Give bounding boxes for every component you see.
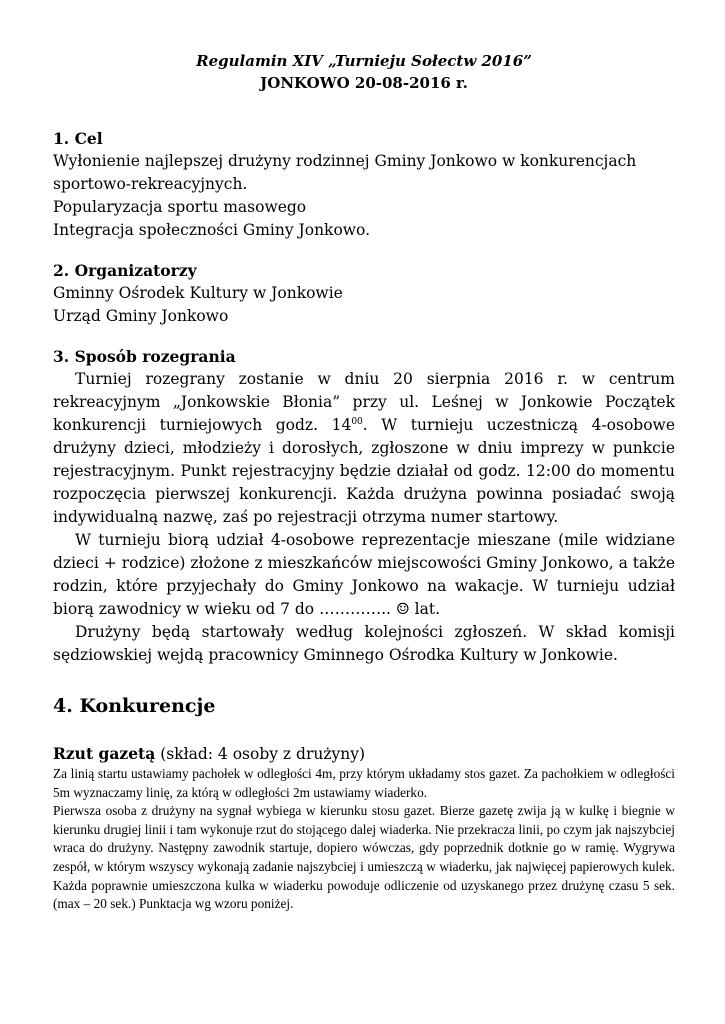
competition-description-2: Pierwsza osoba z drużyny na sygnał wybiega w kierunku stosu gazet. Bierze gazetę zwija ją w kulkę i biegnie w kierunku drugiej linii i tam wykonuje rzut do stojącego dalej wiaderka. Nie przekracza linii, po czym jak najszybciej wraca do drużyny. Następny zawodnik startuje, dopiero wówczas, gdy poprzednik dotknie go w ramię. Wygrywa zespół, w którym wszyscy wykonają zadanie najszybciej i umieszczą w wiaderku, jak najwięcej papierowych kulek. Każda poprawnie umieszczona kulka w wiaderku powoduje odliczenie od uzyskanego przez drużynę czasu 5 sek. (max – 20 sek.) Punktacja wg wzoru poniżej.: [53, 803, 675, 912]
title-line-2: JONKOWO 20-08-2016 r.: [260, 74, 468, 92]
section-1-line: Popularyzacja sportu masowego: [53, 198, 307, 216]
section-3-paragraph-2: W turnieju biorą udział 4-osobowe reprezentacje mieszane (mile widziane dzieci + rodzice) złożone z mieszkańców miejscowości Gminy Jonkowo, a także rodzin, które przyjechały do Gminy Jonkowo na wakacje. W turnieju udział biorą zawodnicy w wieku od 7 do ………….. ☺ lat.: [53, 531, 675, 618]
competition-title: [53, 743, 675, 765]
section-3-paragraph-3: Drużyny będą startowały według kolejności zgłoszeń. W skład komisji sędziowskiej wejdą pracownicy Gminnego Ośrodka Kultury w Jonkowie.: [53, 623, 675, 664]
competition-note: (skład: 4 osoby z drużyny): [155, 745, 366, 763]
document-page: [53, 50, 675, 914]
competition-name: Rzut gazetą: [53, 744, 156, 763]
section-2-line: Gminny Ośrodek Kultury w Jonkowie: [53, 284, 343, 302]
section-3-heading: 3. Sposób rozegrania: [53, 347, 236, 366]
section-3-paragraph-1-a: Turniej rozegrany zostanie w dniu 20 sierpnia 2016 r. w centrum rekreacyjnym „Jonkowskie Błonia” przy ul. Leśnej w Jonkowie Początek konkurencji turniejowych godz. 14: [53, 370, 675, 434]
section-3-time-superscript: 00: [351, 416, 363, 427]
competition-description-1: Za linią startu ustawiamy pachołek w odległości 4m, przy którym układamy stos gazet. Za pachołkiem w odległości 5m wyznaczamy linię, za którą w odległości 2m ustawiamy wiaderko.: [53, 766, 675, 800]
section-2-heading: 2. Organizatorzy: [53, 261, 197, 280]
section-1-line: Wyłonienie najlepszej drużyny rodzinnej Gminy Jonkowo w konkurencjach: [53, 152, 637, 170]
section-2-body: [53, 282, 675, 328]
section-2-line: Urząd Gminy Jonkowo: [53, 307, 229, 325]
section-1-line: sportowo-rekreacyjnych.: [53, 175, 248, 193]
title-line-1: Regulamin XIV „Turnieju Sołectw 2016”: [196, 52, 532, 70]
section-3-paragraph-1: [53, 368, 675, 529]
section-1-body: [53, 150, 675, 242]
section-1-line: Integracja społeczności Gminy Jonkowo.: [53, 221, 371, 239]
section-4-heading: 4. Konkurencje: [53, 695, 216, 717]
document-title: [53, 50, 675, 94]
section-1-heading: 1. Cel: [53, 129, 103, 148]
section-3-paragraph-1-b: . W turnieju uczestniczą 4-osobowe drużyny dzieci, młodzieży i dorosłych, zgłoszone w dniu imprezy w punkcie rejestracyjnym. Punkt rejestracyjny będzie działał od godz. 12:00 do momentu rozpoczęcia pierwszej konkurencji. Każda drużyna powinna posiadać swoją indywidualną nazwę, zaś po rejestracji otrzyma numer startowy.: [53, 416, 675, 526]
